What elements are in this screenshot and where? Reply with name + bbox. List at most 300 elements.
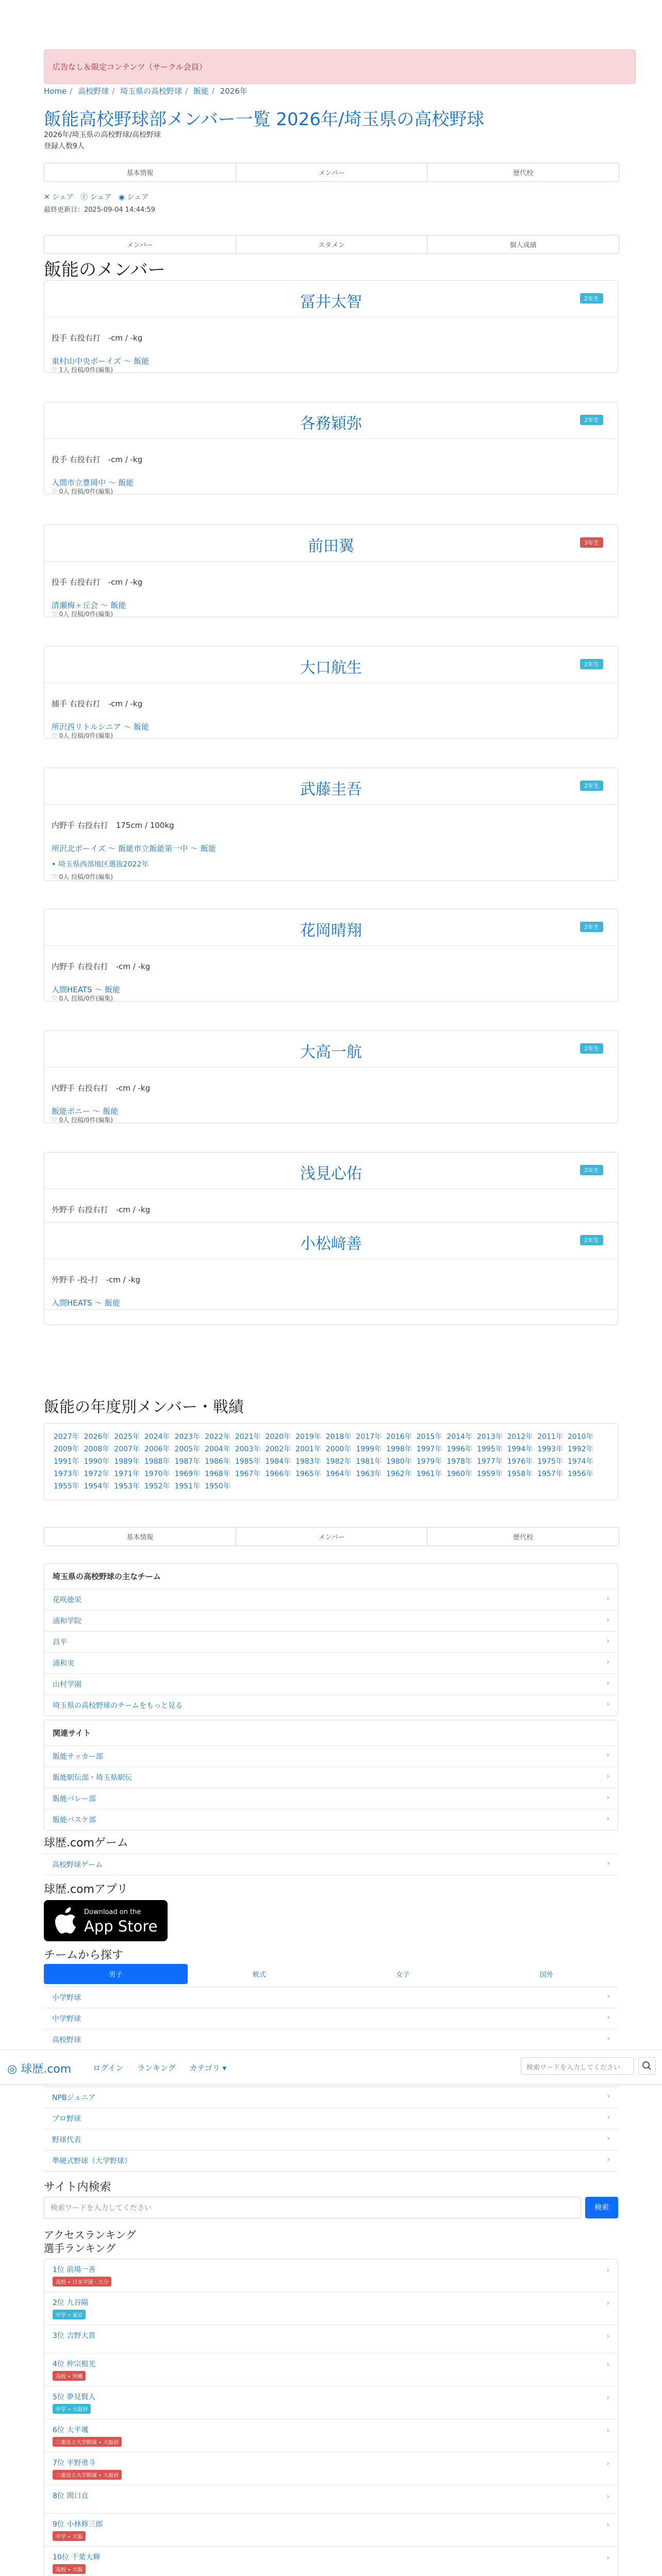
year-link[interactable]: 2019年 bbox=[295, 1433, 321, 1441]
ranking-tag: 高校 • 日本学園・大分 bbox=[53, 2277, 111, 2286]
year-link[interactable]: 1978年 bbox=[446, 1458, 472, 1466]
heart-icon: ♡ bbox=[52, 873, 57, 880]
category-tab-women[interactable]: 女子 bbox=[396, 1971, 410, 1979]
member-name[interactable]: 浅見心佑 bbox=[300, 1165, 362, 1183]
explore-link-label: 準硬式野球（大学野球） bbox=[52, 2157, 131, 2165]
grade-badge: 2年生 bbox=[580, 293, 603, 303]
related-link[interactable] bbox=[44, 1767, 618, 1788]
ranking-tag: 高校 • 大阪 bbox=[53, 2564, 86, 2574]
year-link[interactable]: 2011年 bbox=[537, 1433, 563, 1441]
breadcrumb-current: 2026年 bbox=[220, 87, 247, 96]
year-link[interactable]: 1964年 bbox=[325, 1470, 352, 1478]
explore-link[interactable] bbox=[44, 1987, 618, 2008]
ranking-label: 7位 平野勇斗 bbox=[53, 2459, 96, 2467]
year-link[interactable]: 1966年 bbox=[265, 1470, 291, 1478]
grade-badge: 2年生 bbox=[580, 1165, 603, 1175]
category-tab-men[interactable]: 男子 bbox=[44, 1964, 188, 1984]
header-search-input[interactable]: 検索ワードを入力してください bbox=[521, 2057, 634, 2075]
ranking-label: 3位 吉野大貴 bbox=[53, 2332, 96, 2340]
grade-badge: 2年生 bbox=[580, 659, 603, 669]
year-link[interactable]: 1967年 bbox=[235, 1470, 261, 1478]
year-link[interactable]: 1965年 bbox=[295, 1470, 321, 1478]
year-link[interactable]: 1955年 bbox=[54, 1482, 79, 1490]
breadcrumb-baseball[interactable]: 高校野球 bbox=[78, 87, 109, 96]
ranking-tag: 三重県立大学附属 • 大阪府 bbox=[53, 2437, 122, 2447]
year-link[interactable]: 1951年 bbox=[174, 1482, 201, 1490]
apple-icon bbox=[54, 1907, 77, 1934]
member-team-path[interactable]: 飯能ボニー 〜 飯能 bbox=[52, 1107, 119, 1116]
year-link[interactable]: 2003年 bbox=[235, 1445, 261, 1453]
related-link-label: 飯能サッカー部 bbox=[53, 1753, 103, 1761]
year-link[interactable]: 2014年 bbox=[446, 1433, 472, 1441]
year-link[interactable]: 2004年 bbox=[205, 1445, 230, 1453]
explore-link[interactable] bbox=[44, 2108, 618, 2129]
year-link[interactable]: 2001年 bbox=[295, 1445, 321, 1453]
tab-past-schools[interactable]: 歴代校 bbox=[513, 170, 534, 177]
x-icon: ✕ bbox=[44, 193, 50, 201]
member-name[interactable]: 前田翼 bbox=[308, 537, 354, 555]
year-link[interactable]: 1994年 bbox=[507, 1445, 533, 1453]
breadcrumb-school[interactable]: 飯能 bbox=[193, 87, 209, 96]
logo-icon: ◎ bbox=[7, 2063, 18, 2076]
grade-badge: 2年生 bbox=[580, 1043, 603, 1054]
ranking-row[interactable] bbox=[44, 2259, 618, 2292]
tab-past-schools[interactable]: 歴代校 bbox=[513, 1534, 534, 1541]
chevron-right-icon: › bbox=[606, 1815, 609, 1823]
divider bbox=[44, 804, 618, 805]
member-likes[interactable] bbox=[52, 609, 113, 618]
section-tabs bbox=[44, 163, 619, 182]
ranking-tag: 中学 • 大阪 bbox=[53, 2531, 86, 2541]
year-link[interactable]: 1987年 bbox=[174, 1458, 201, 1466]
ranking-label: 8位 関口直 bbox=[53, 2492, 89, 2500]
year-link[interactable]: 2008年 bbox=[84, 1445, 110, 1453]
year-link[interactable]: 1993年 bbox=[537, 1445, 563, 1453]
category-tabs bbox=[44, 1964, 618, 1984]
likes-text: 0人 投稿/0件(編集) bbox=[59, 732, 113, 739]
ranking-row[interactable] bbox=[44, 2547, 618, 2576]
year-link[interactable]: 2022年 bbox=[205, 1433, 230, 1441]
chevron-right-icon: › bbox=[606, 2427, 609, 2435]
share-line-button[interactable] bbox=[119, 193, 148, 201]
explore-link-label: 小学野球 bbox=[52, 1994, 81, 2002]
site-search-title: サイト内検索 bbox=[44, 2181, 111, 2194]
year-link[interactable]: 2016年 bbox=[386, 1433, 412, 1441]
heart-icon: ♡ bbox=[52, 366, 57, 374]
chevron-right-icon: › bbox=[606, 2332, 609, 2341]
heart-icon: ♡ bbox=[52, 488, 57, 495]
year-link[interactable]: 2005年 bbox=[174, 1445, 201, 1453]
year-link[interactable]: 2007年 bbox=[114, 1445, 140, 1453]
year-link[interactable]: 1996年 bbox=[446, 1445, 472, 1453]
year-link[interactable]: 1997年 bbox=[416, 1445, 442, 1453]
year-link[interactable]: 1968年 bbox=[205, 1470, 230, 1478]
game-link-label: 高校野球ゲーム bbox=[52, 1861, 103, 1869]
year-link[interactable]: 2017年 bbox=[356, 1433, 382, 1441]
year-link[interactable]: 1960年 bbox=[446, 1470, 472, 1478]
explore-link-label: 野球代表 bbox=[52, 2136, 81, 2144]
member-likes[interactable] bbox=[52, 1115, 113, 1124]
chevron-right-icon: › bbox=[606, 1793, 609, 1802]
member-position: 投手 右投右打 -cm / -kg bbox=[52, 455, 143, 464]
year-link[interactable]: 1958年 bbox=[507, 1470, 533, 1478]
member-card bbox=[44, 280, 618, 373]
year-link[interactable]: 1990年 bbox=[84, 1458, 110, 1466]
member-likes[interactable] bbox=[52, 487, 113, 496]
member-card bbox=[44, 1030, 618, 1123]
year-link[interactable]: 2024年 bbox=[144, 1433, 170, 1441]
main-teams-list bbox=[44, 1563, 618, 1716]
grade-badge: 2年生 bbox=[580, 415, 603, 425]
member-position: 内野手 右投右打 175cm / 100kg bbox=[52, 821, 174, 830]
site-header bbox=[0, 2049, 662, 2084]
nav-login[interactable]: ログイン bbox=[93, 2063, 124, 2073]
page-title: 飯能高校野球部メンバー一覧 2026年/埼玉県の高校野球 bbox=[44, 109, 485, 130]
member-team-path[interactable]: 清瀬梅ヶ丘会 〜 飯能 bbox=[52, 601, 126, 610]
year-link[interactable]: 1956年 bbox=[567, 1470, 593, 1478]
chevron-right-icon: › bbox=[607, 1859, 610, 1868]
nav-category[interactable]: カテゴリ ▾ bbox=[189, 2063, 227, 2073]
yearly-heading: 飯能の年度別メンバー・戦績 bbox=[44, 1398, 244, 1416]
access-ranking-title: アクセスランキング bbox=[44, 2229, 136, 2241]
year-link[interactable]: 1986年 bbox=[205, 1458, 230, 1466]
year-link[interactable]: 2013年 bbox=[476, 1433, 503, 1441]
divider bbox=[44, 945, 618, 946]
explore-link-label: プロ野球 bbox=[52, 2115, 81, 2123]
ranking-tag: 中学 • 大阪府 bbox=[53, 2404, 91, 2414]
heart-icon: ♡ bbox=[52, 1116, 57, 1124]
year-link[interactable]: 1950年 bbox=[205, 1482, 230, 1490]
member-name[interactable]: 大口航生 bbox=[300, 659, 362, 677]
chevron-right-icon: › bbox=[607, 2092, 610, 2100]
member-card bbox=[44, 909, 618, 1002]
divider bbox=[44, 561, 618, 562]
year-link[interactable]: 1976年 bbox=[507, 1458, 533, 1466]
share-label: シェア bbox=[90, 193, 112, 201]
divider bbox=[44, 438, 618, 439]
year-link[interactable]: 1999年 bbox=[356, 1445, 382, 1453]
tab-members[interactable]: メンバー bbox=[236, 1528, 428, 1546]
site-search-button[interactable]: 検索 bbox=[585, 2197, 618, 2218]
section-tabs-bottom bbox=[44, 1527, 619, 1546]
chevron-right-icon: › bbox=[606, 2554, 609, 2562]
year-link[interactable]: 1957年 bbox=[537, 1470, 563, 1478]
member-team-path[interactable]: 所沢北ボーイズ 〜 飯能市立飯能第一中 〜 飯能 bbox=[52, 844, 216, 853]
member-likes[interactable] bbox=[52, 365, 113, 374]
page-subtitle: 2026年/埼玉県の高校野球/高校野球 bbox=[44, 131, 161, 139]
year-link[interactable]: 1980年 bbox=[386, 1458, 412, 1466]
chevron-right-icon: › bbox=[606, 2521, 609, 2529]
member-card bbox=[44, 524, 618, 617]
grade-badge: 2年生 bbox=[580, 922, 603, 932]
year-link[interactable]: 1975年 bbox=[537, 1458, 563, 1466]
game-link[interactable] bbox=[44, 1854, 618, 1875]
app-section-title: 球歴.comアプリ bbox=[44, 1883, 128, 1896]
chevron-right-icon: › bbox=[606, 2299, 609, 2308]
member-position: 投手 右投右打 -cm / -kg bbox=[52, 333, 143, 343]
year-link[interactable]: 2021年 bbox=[235, 1433, 261, 1441]
member-name[interactable]: 小松﨑善 bbox=[300, 1235, 362, 1253]
year-link[interactable]: 2027年 bbox=[54, 1433, 79, 1441]
share-label: シェア bbox=[52, 193, 74, 201]
header-search-button[interactable] bbox=[638, 2057, 656, 2075]
year-link[interactable]: 1979年 bbox=[416, 1458, 442, 1466]
year-link[interactable]: 1984年 bbox=[265, 1458, 291, 1466]
member-name[interactable]: 武藤圭吾 bbox=[300, 781, 362, 799]
year-link[interactable]: 1963年 bbox=[356, 1470, 382, 1478]
ranking-row[interactable] bbox=[44, 2386, 618, 2419]
chevron-right-icon: › bbox=[606, 1595, 609, 1603]
ranking-label: 4位 仲宗根光 bbox=[53, 2360, 96, 2368]
explore-link[interactable] bbox=[44, 2129, 618, 2150]
related-sites-heading: 関連サイト bbox=[44, 1720, 618, 1746]
heart-icon: ♡ bbox=[52, 611, 57, 618]
year-link[interactable]: 2025年 bbox=[114, 1433, 140, 1441]
year-link[interactable]: 1982年 bbox=[325, 1458, 352, 1466]
ranking-label: 10位 千葉大輝 bbox=[53, 2553, 101, 2562]
explore-link[interactable] bbox=[44, 2008, 618, 2029]
ranking-label: 5位 夢見賢人 bbox=[53, 2393, 96, 2401]
explore-link[interactable] bbox=[44, 2087, 618, 2108]
category-tab-softball[interactable]: 軟式 bbox=[252, 1971, 266, 1979]
team-link-label: 山村学園 bbox=[53, 1681, 81, 1689]
member-name[interactable]: 花岡晴翔 bbox=[300, 922, 362, 940]
team-link[interactable] bbox=[44, 1611, 618, 1632]
likes-text: 0人 投稿/0件(編集) bbox=[59, 488, 113, 495]
year-link[interactable]: 2018年 bbox=[325, 1433, 352, 1441]
chevron-right-icon: › bbox=[606, 1751, 609, 1759]
team-link[interactable] bbox=[44, 1589, 618, 1611]
chevron-right-icon: › bbox=[606, 2493, 609, 2501]
chevron-right-icon: › bbox=[606, 1616, 609, 1624]
member-alert-banner[interactable]: 広告なし＆限定コンテンツ（サークル会員） bbox=[44, 49, 636, 84]
player-ranking-title: 選手ランキング bbox=[44, 2242, 116, 2255]
year-link[interactable]: 2010年 bbox=[567, 1433, 593, 1441]
year-link[interactable]: 2023年 bbox=[174, 1433, 201, 1441]
ranking-label: 1位 前場一善 bbox=[53, 2266, 96, 2274]
team-link-label: 昌平 bbox=[53, 1638, 67, 1647]
member-card bbox=[44, 1222, 618, 1310]
breadcrumb-sep: / bbox=[211, 87, 214, 96]
game-list bbox=[44, 1854, 618, 1875]
team-link[interactable] bbox=[44, 1674, 618, 1695]
ranking-row[interactable] bbox=[44, 2353, 618, 2386]
player-ranking-list bbox=[44, 2259, 618, 2576]
likes-text: 1人 投稿/0件(編集) bbox=[59, 366, 113, 374]
year-link[interactable]: 1970年 bbox=[144, 1470, 170, 1478]
member-position: 外野手 -投-打 -cm / -kg bbox=[52, 1275, 141, 1284]
chevron-right-icon: › bbox=[606, 2361, 609, 2369]
year-link[interactable]: 1985年 bbox=[235, 1458, 261, 1466]
breadcrumb-home[interactable]: Home bbox=[44, 87, 67, 96]
member-name[interactable]: 冨井太智 bbox=[300, 293, 362, 311]
year-link[interactable]: 2000年 bbox=[325, 1445, 352, 1453]
category-tab-overseas[interactable]: 国外 bbox=[539, 1971, 553, 1979]
chevron-right-icon: › bbox=[606, 2394, 609, 2402]
explore-link[interactable] bbox=[44, 2029, 618, 2050]
ranking-tag: 三重県立大学附属 • 大阪府 bbox=[53, 2470, 122, 2480]
logo-text: 球歴.com bbox=[21, 2063, 72, 2076]
likes-text: 0人 投稿/0件(編集) bbox=[59, 873, 113, 880]
year-links bbox=[44, 1423, 618, 1500]
tab-member-list[interactable]: メンバー bbox=[44, 235, 236, 253]
chevron-right-icon: › bbox=[606, 1700, 609, 1708]
chevron-right-icon: › bbox=[607, 2035, 610, 2043]
ranking-row[interactable] bbox=[44, 2292, 618, 2325]
team-link-label: 花咲徳栄 bbox=[53, 1596, 81, 1604]
year-link[interactable]: 1977年 bbox=[476, 1458, 503, 1466]
site-logo[interactable] bbox=[7, 2060, 71, 2076]
chevron-right-icon: › bbox=[606, 1637, 609, 1645]
tab-members[interactable]: メンバー bbox=[236, 163, 428, 181]
year-link[interactable]: 2026年 bbox=[84, 1433, 110, 1441]
grade-badge: 2年生 bbox=[580, 781, 603, 791]
year-link[interactable]: 2020年 bbox=[265, 1433, 291, 1441]
ranking-row[interactable] bbox=[44, 2325, 618, 2353]
ranking-tag: 高校 • 沖縄 bbox=[53, 2371, 86, 2381]
app-store-badge[interactable] bbox=[44, 1900, 168, 1941]
member-team-path[interactable]: 入間HEATS 〜 飯能 bbox=[52, 1298, 121, 1308]
member-likes[interactable] bbox=[52, 731, 113, 740]
main-teams-heading: 埼玉県の高校野球の主なチーム bbox=[44, 1564, 618, 1589]
ranking-row[interactable] bbox=[44, 2514, 618, 2547]
breadcrumb-sep: / bbox=[185, 87, 188, 96]
ranking-label: 9位 小林修三郎 bbox=[53, 2520, 103, 2529]
member-name[interactable]: 各務穎弥 bbox=[300, 415, 362, 433]
related-sites-list bbox=[44, 1720, 618, 1831]
related-link[interactable] bbox=[44, 1746, 618, 1767]
year-link[interactable]: 2015年 bbox=[416, 1433, 442, 1441]
last-updated: 最終更新日：2025-09-04 14:44:59 bbox=[44, 206, 156, 214]
year-link[interactable]: 2012年 bbox=[507, 1433, 533, 1441]
year-link[interactable]: 1991年 bbox=[54, 1458, 79, 1466]
registered-count: 登録人数9人 bbox=[44, 142, 85, 150]
chevron-right-icon: › bbox=[607, 2134, 610, 2143]
team-link-label: 浦和実 bbox=[53, 1659, 74, 1668]
year-link[interactable]: 1952年 bbox=[144, 1482, 170, 1490]
share-facebook-button[interactable] bbox=[80, 193, 111, 201]
year-link[interactable]: 1972年 bbox=[84, 1470, 110, 1478]
year-link[interactable]: 1989年 bbox=[114, 1458, 140, 1466]
grade-badge: 2年生 bbox=[580, 1235, 603, 1245]
explore-link-label: 中学野球 bbox=[52, 2015, 81, 2023]
share-bar bbox=[44, 192, 618, 202]
tab-starting-lineup[interactable]: スタメン bbox=[236, 235, 428, 253]
heart-icon: ♡ bbox=[52, 995, 57, 1002]
explore-list-2 bbox=[44, 2087, 618, 2172]
year-link[interactable]: 2009年 bbox=[54, 1445, 79, 1453]
year-link[interactable]: 1959年 bbox=[476, 1470, 503, 1478]
year-link[interactable]: 1971年 bbox=[114, 1470, 140, 1478]
team-link[interactable] bbox=[44, 1632, 618, 1653]
year-link[interactable]: 1983年 bbox=[295, 1458, 321, 1466]
tab-basic-info[interactable]: 基本情報 bbox=[44, 1528, 236, 1546]
year-link[interactable]: 1973年 bbox=[54, 1470, 79, 1478]
ranking-label: 6位 大平颯 bbox=[53, 2426, 89, 2434]
year-link[interactable]: 1995年 bbox=[476, 1445, 503, 1453]
year-link[interactable]: 1974年 bbox=[567, 1458, 593, 1466]
member-position: 内野手 右投右打 -cm / -kg bbox=[52, 962, 151, 971]
explore-list bbox=[44, 1987, 618, 2050]
tab-individual-stats[interactable]: 個人成績 bbox=[509, 242, 537, 249]
year-link[interactable]: 1961年 bbox=[416, 1470, 442, 1478]
breadcrumb-sep: / bbox=[112, 87, 115, 96]
game-section-title: 球歴.comゲーム bbox=[44, 1837, 128, 1850]
chevron-right-icon: › bbox=[606, 2460, 609, 2468]
more-teams-link[interactable] bbox=[44, 1695, 618, 1716]
year-link[interactable]: 1954年 bbox=[84, 1482, 110, 1490]
tab-basic-info[interactable]: 基本情報 bbox=[44, 163, 236, 181]
team-link-label: 埼玉県の高校野球のチームをもっと見る bbox=[53, 1702, 183, 1710]
ranking-row[interactable] bbox=[44, 2452, 618, 2485]
app-store-line2: App Store bbox=[84, 1918, 158, 1935]
member-name[interactable]: 大高一航 bbox=[300, 1043, 362, 1061]
history-text: 埼玉県西部地区選抜2022年 bbox=[58, 860, 149, 869]
related-link-label: 飯能駅伝部・埼玉県駅伝 bbox=[53, 1774, 132, 1782]
member-likes[interactable] bbox=[52, 994, 113, 1003]
year-link[interactable]: 1969年 bbox=[174, 1470, 201, 1478]
ranking-row[interactable] bbox=[44, 2485, 618, 2514]
team-link-label: 浦和学院 bbox=[53, 1617, 81, 1625]
member-position: 外野手 右投右打 -cm / -kg bbox=[52, 1205, 151, 1214]
explore-link[interactable] bbox=[44, 2150, 618, 2171]
ranking-tag: 中学 • 東京 bbox=[53, 2310, 86, 2319]
share-x-button[interactable] bbox=[44, 193, 74, 201]
search-icon bbox=[639, 2058, 655, 2074]
member-team-path[interactable]: 入間市立豊岡中 〜 飯能 bbox=[52, 478, 134, 487]
breadcrumb-sep: / bbox=[70, 87, 73, 96]
member-team-path[interactable]: 入間HEATS 〜 飯能 bbox=[52, 985, 121, 994]
member-team-path[interactable]: 所沢西リトルシニア 〜 飯能 bbox=[52, 722, 150, 732]
line-icon: ◉ bbox=[118, 193, 125, 201]
member-likes[interactable] bbox=[52, 872, 113, 881]
member-history[interactable]: • 埼玉県西部地区選抜2022年 bbox=[52, 860, 149, 869]
chevron-right-icon: › bbox=[606, 1772, 609, 1781]
year-link[interactable]: 1953年 bbox=[114, 1482, 140, 1490]
grade-badge: 3年生 bbox=[580, 537, 603, 548]
site-search-input[interactable]: 検索ワードを入力してください bbox=[44, 2197, 581, 2218]
explore-section-title: チームから探す bbox=[44, 1949, 124, 1962]
header-nav bbox=[93, 2062, 238, 2073]
app-store-wrap bbox=[44, 1900, 618, 1941]
member-team-path[interactable]: 東村山中央ボーイズ 〜 飯能 bbox=[52, 357, 150, 366]
team-link[interactable] bbox=[44, 1653, 618, 1674]
year-link[interactable]: 1981年 bbox=[356, 1458, 382, 1466]
likes-text: 0人 投稿/0件(編集) bbox=[59, 995, 113, 1002]
likes-text: 0人 投稿/0件(編集) bbox=[59, 1116, 113, 1124]
breadcrumb-prefecture[interactable]: 埼玉県の高校野球 bbox=[120, 87, 183, 96]
year-link[interactable]: 1998年 bbox=[386, 1445, 412, 1453]
facebook-icon: ⓕ bbox=[80, 193, 88, 201]
explore-link-label: NPBジュニア bbox=[52, 2094, 96, 2102]
related-link[interactable] bbox=[44, 1809, 618, 1830]
related-link[interactable] bbox=[44, 1788, 618, 1809]
nav-ranking[interactable]: ランキング bbox=[137, 2063, 176, 2073]
chevron-right-icon: › bbox=[607, 1992, 610, 2001]
year-link[interactable]: 1988年 bbox=[144, 1458, 170, 1466]
member-card bbox=[44, 402, 618, 495]
year-link[interactable]: 2006年 bbox=[144, 1445, 170, 1453]
year-link[interactable]: 1962年 bbox=[386, 1470, 412, 1478]
chevron-right-icon: › bbox=[606, 2266, 609, 2275]
heart-icon: ♡ bbox=[52, 732, 57, 739]
year-link[interactable]: 1992年 bbox=[567, 1445, 593, 1453]
year-link[interactable]: 2002年 bbox=[265, 1445, 291, 1453]
ranking-row[interactable] bbox=[44, 2419, 618, 2452]
member-position: 捕手 右投右打 -cm / -kg bbox=[52, 699, 143, 708]
member-card bbox=[44, 768, 618, 881]
related-link-label: 飯能バスケ部 bbox=[53, 1816, 96, 1824]
